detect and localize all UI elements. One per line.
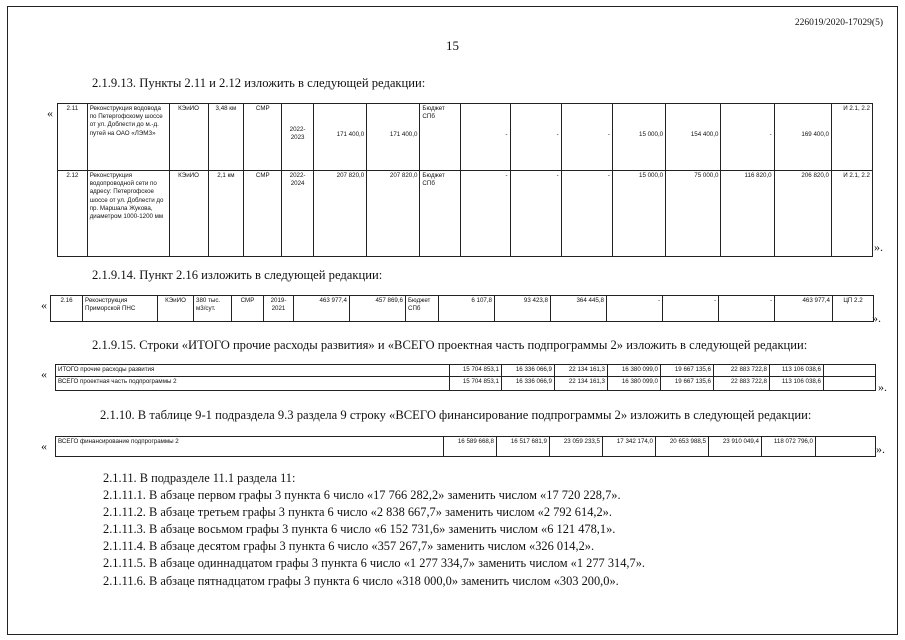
cell: 169 400,0 xyxy=(774,104,831,171)
cell: 113 106 038,6 xyxy=(770,365,824,377)
table-items-2-11-2-12 xyxy=(57,103,873,257)
cell: 113 106 038,6 xyxy=(770,377,824,391)
cell: 16 336 066,9 xyxy=(502,377,555,391)
cell: И 2.1, 2.2 xyxy=(831,171,872,257)
cell: 154 400,0 xyxy=(666,104,721,171)
cell: 6 107,8 xyxy=(439,296,495,322)
cell: Бюджет СПб xyxy=(420,171,461,257)
table-row xyxy=(56,365,876,377)
cell: КЭиИО xyxy=(169,171,208,257)
cell: 15 704 853,1 xyxy=(450,377,502,391)
cell: СМР xyxy=(244,104,282,171)
section-heading-1: 2.1.9.13. Пункты 2.11 и 2.12 изложить в следующей редакции: xyxy=(92,76,426,90)
cell: 19 667 135,6 xyxy=(661,365,714,377)
table-row xyxy=(56,377,876,391)
cell: 116 820,0 xyxy=(721,171,774,257)
cell xyxy=(824,377,876,391)
cell: 15 704 853,1 xyxy=(450,365,502,377)
cell: И 2.1, 2.2 xyxy=(831,104,872,171)
cell: 93 423,8 xyxy=(495,296,551,322)
cell: 22 134 161,3 xyxy=(555,377,608,391)
list-item: 2.1.11.6. В абзаце пятнадцатом графы 3 пункта 6 число «318 000,0» заменить числом «303 200,0». xyxy=(103,573,619,588)
cell: СМР xyxy=(232,296,264,322)
cell: - xyxy=(461,171,510,257)
cell: ЦП 2.2 xyxy=(833,296,874,322)
document-id: 226019/2020-17029(5) xyxy=(794,18,883,28)
cell: - xyxy=(719,296,775,322)
section-heading-4: 2.1.10. В таблице 9-1 подраздела 9.3 раздела 9 строку «ВСЕГО финансирование подпрограммы 2» изложить в следующей редакции: xyxy=(100,408,812,422)
cell: СМР xyxy=(244,171,282,257)
cell: 463 977,4 xyxy=(775,296,833,322)
section-heading-3: 2.1.9.15. Строки «ИТОГО прочие расходы развития» и «ВСЕГО проектная часть подпрограммы 2» изложить в следующей редакции: xyxy=(92,338,808,352)
cell xyxy=(824,365,876,377)
cell: 16 380 099,0 xyxy=(608,377,661,391)
cell: 2022-2023 xyxy=(282,104,314,171)
table-row xyxy=(56,437,876,457)
quote-open: « xyxy=(41,439,47,453)
cell: 380 тыс. м3/сут. xyxy=(194,296,232,322)
cell: Бюджет СПб xyxy=(406,296,439,322)
list-item: 2.1.11.2. В абзаце третьем графы 3 пункта 6 число «2 838 667,7» заменить числом «2 792 614,2». xyxy=(103,505,612,520)
quote-open: « xyxy=(47,106,53,120)
cell: Бюджет СПб xyxy=(420,104,461,171)
cell: 75 000,0 xyxy=(666,171,721,257)
cell: Реконструкция водопроводной сети по адресу: Петергофское шоссе от ул. Доблести до пр. Маршала Жукова, диаметром 1000-1200 мм xyxy=(87,171,169,257)
cell: 118 072 796,0 xyxy=(762,437,816,457)
cell: 16 517 681,9 xyxy=(497,437,550,457)
cell: ИТОГО прочие расходы развития xyxy=(56,365,450,377)
list-item: 2.1.11. В подразделе 11.1 раздела 11: xyxy=(103,471,296,485)
table-totals xyxy=(55,364,876,391)
cell: 364 445,8 xyxy=(551,296,607,322)
cell: 16 336 066,9 xyxy=(502,365,555,377)
cell: 2.11 xyxy=(58,104,88,171)
quote-close: ». xyxy=(876,442,885,456)
cell: - xyxy=(510,104,561,171)
list-item: 2.1.11.4. В абзаце десятом графы 3 пункта 6 число «357 267,7» заменить числом «326 014,2». xyxy=(103,539,595,554)
page-number: 15 xyxy=(446,38,459,53)
quote-close: ». xyxy=(872,311,881,325)
cell: КЭиИО xyxy=(169,104,208,171)
amendments-list xyxy=(103,470,645,590)
cell: 2019-2021 xyxy=(264,296,294,322)
quote-open: « xyxy=(41,298,47,312)
cell: Реконструкция водовода по Петергофскому шоссе от ул. Доблести до м.-д. путей на ОАО «ЛЭМЗ» xyxy=(87,104,169,171)
cell: Реконструкция Приморской ПНС xyxy=(83,296,158,322)
cell: - xyxy=(461,104,510,171)
cell xyxy=(816,437,876,457)
quote-close: ». xyxy=(878,380,887,394)
cell: 171 400,0 xyxy=(313,104,366,171)
cell: 23 910 049,4 xyxy=(709,437,762,457)
cell: ВСЕГО финансирование подпрограммы 2 xyxy=(56,437,444,457)
table-item-2-16 xyxy=(50,295,874,322)
cell: - xyxy=(721,104,774,171)
list-item: 2.1.11.5. В абзаце одиннадцатом графы 3 пункта 6 число «1 277 334,7» заменить числом «1 277 314,7». xyxy=(103,556,646,571)
quote-open: « xyxy=(41,367,47,381)
cell: 20 653 988,5 xyxy=(656,437,709,457)
cell: 2.16 xyxy=(51,296,83,322)
cell: 3,48 км xyxy=(208,104,244,171)
cell: - xyxy=(510,171,561,257)
list-item: 2.1.11.1. В абзаце первом графы 3 пункта 6 число «17 766 282,2» заменить числом «17 720 228,7». xyxy=(103,488,621,503)
cell: 22 883 722,8 xyxy=(714,377,770,391)
cell: 16 589 668,8 xyxy=(444,437,497,457)
quote-close: ». xyxy=(874,240,883,254)
cell: - xyxy=(561,171,612,257)
cell: ВСЕГО проектная часть подпрограммы 2 xyxy=(56,377,450,391)
cell: 207 820,0 xyxy=(313,171,366,257)
cell: - xyxy=(561,104,612,171)
cell: КЭиИО xyxy=(158,296,194,322)
cell: 457 869,6 xyxy=(350,296,406,322)
cell: 15 000,0 xyxy=(612,104,665,171)
cell: - xyxy=(607,296,663,322)
cell: - xyxy=(663,296,719,322)
cell: 22 883 722,8 xyxy=(714,365,770,377)
cell: 23 059 233,5 xyxy=(550,437,603,457)
cell: 207 820,0 xyxy=(367,171,420,257)
table-row xyxy=(58,171,873,257)
cell: 206 820,0 xyxy=(774,171,831,257)
table-row xyxy=(58,104,873,171)
cell: 463 977,4 xyxy=(294,296,350,322)
cell: 2022-2024 xyxy=(282,171,314,257)
table-total-financing xyxy=(55,436,876,457)
cell: 22 134 161,3 xyxy=(555,365,608,377)
table-row xyxy=(51,296,874,322)
cell: 16 380 099,0 xyxy=(608,365,661,377)
list-item: 2.1.11.3. В абзаце восьмом графы 3 пункта 6 число «6 152 731,6» заменить числом «6 121 478,1». xyxy=(103,522,616,537)
section-heading-2: 2.1.9.14. Пункт 2.16 изложить в следующей редакции: xyxy=(92,268,383,282)
cell: 19 667 135,6 xyxy=(661,377,714,391)
cell: 171 400,0 xyxy=(367,104,420,171)
cell: 2,1 км xyxy=(208,171,244,257)
cell: 15 000,0 xyxy=(612,171,665,257)
cell: 17 342 174,0 xyxy=(603,437,656,457)
cell: 2.12 xyxy=(58,171,88,257)
